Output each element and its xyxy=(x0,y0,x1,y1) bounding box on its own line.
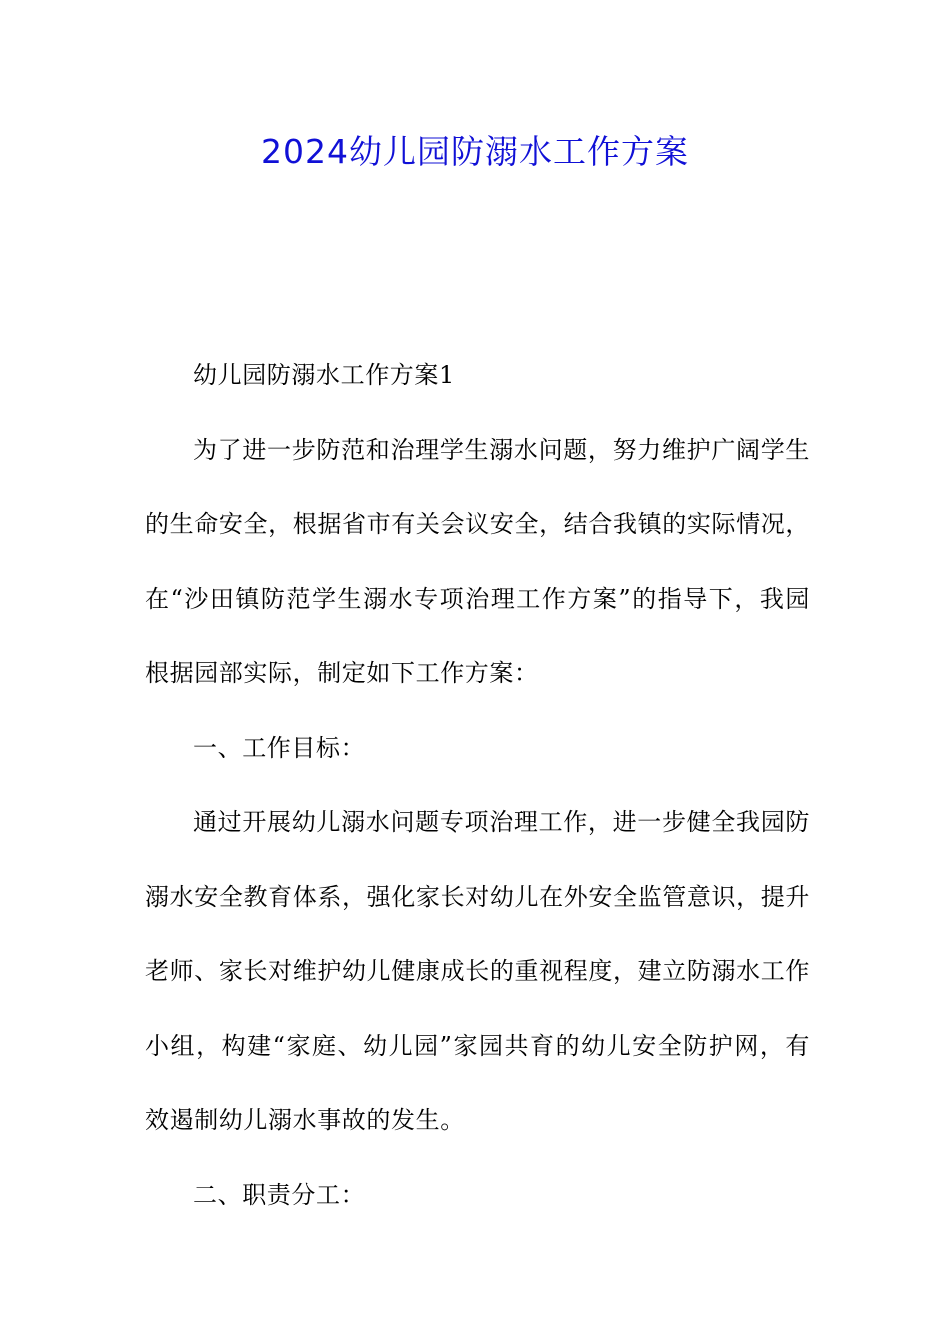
section-heading-duties: 二、职责分工： xyxy=(193,1180,366,1209)
section-heading-goals: 一、工作目标： xyxy=(193,733,366,762)
goals-paragraph: 通过开展幼儿溺水问题专项治理工作，进一步健全我园防溺水安全教育体系，强化家长对幼儿在外安全监管意识，提升老师、家长对维护幼儿健康成长的重视程度，建立防溺水工作小组，构建“家庭、幼儿园”家园共育的幼儿安全防护网，有效遏制幼儿溺水事故的发生。 xyxy=(145,808,810,1134)
intro-paragraph: 为了进一步防范和治理学生溺水问题，努力维护广阔学生的生命安全，根据省市有关会议安全，结合我镇的实际情况，在“沙田镇防范学生溺水专项治理工作方案”的指导下，我园根据园部实际，制定如下工作方案： xyxy=(145,435,810,687)
section-heading-plan-1: 幼儿园防溺水工作方案1 xyxy=(193,361,455,389)
document-body xyxy=(145,338,810,1232)
document-title: 2024幼儿园防溺水工作方案 xyxy=(261,132,689,171)
